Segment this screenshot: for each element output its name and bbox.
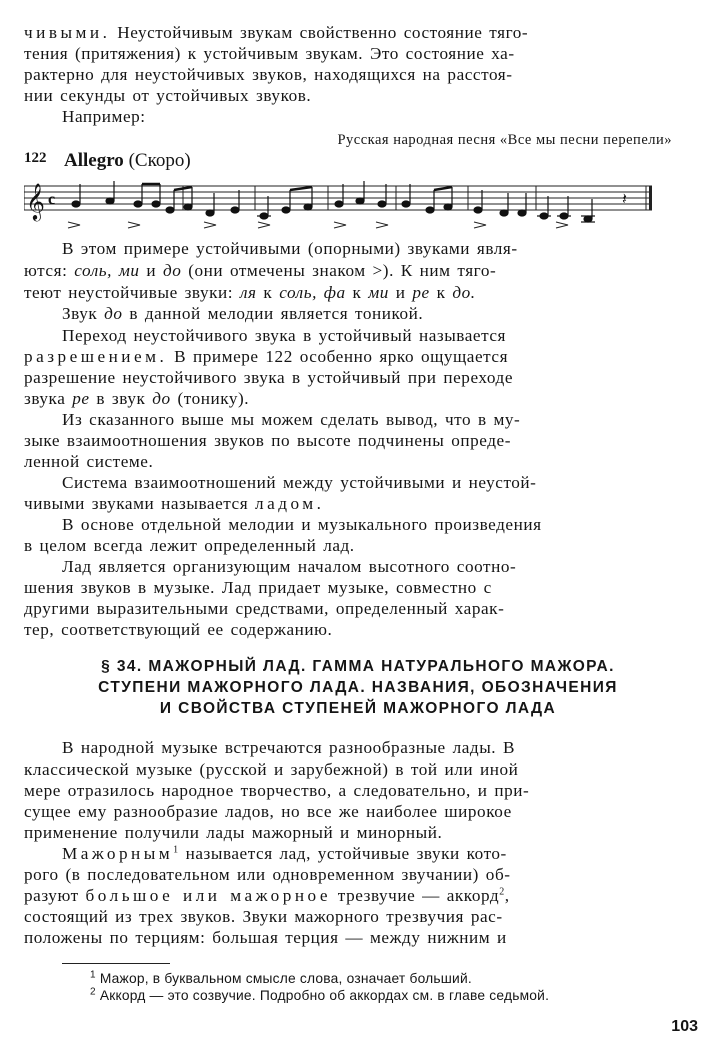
section-heading: И СВОЙСТВА СТУПЕНЕЙ МАЖОРНОГО ЛАДА bbox=[159, 700, 557, 717]
text-line: Из сказанного выше мы можем сделать вывод, что в му- bbox=[62, 410, 521, 429]
text-line: В народной музыке встречаются разнообразные лады. В bbox=[62, 738, 515, 757]
footnote-ref: 1 bbox=[173, 844, 179, 856]
footnote-divider bbox=[62, 963, 170, 964]
music-staff bbox=[24, 172, 664, 230]
text-line: Мажорным$^1$ называется лад, устойчивые звуки кото- bbox=[62, 844, 507, 863]
svg-text:𝄞: 𝄞 bbox=[26, 182, 45, 220]
example-intro: Например: bbox=[62, 107, 146, 126]
text-line: тения (притяжения) к устойчивым звукам. Это состояние ха- bbox=[24, 44, 515, 63]
text-line: применение получили лады мажорный и минорный. bbox=[24, 823, 443, 842]
text-line: чивыми звуками называется ладом. bbox=[24, 494, 325, 513]
text-line: разуют большое или мажорное трезвучие — аккорд$^2$, bbox=[24, 886, 510, 905]
tempo-marking: Allegro (Скоро) bbox=[64, 150, 191, 171]
svg-text:𝄽: 𝄽 bbox=[622, 189, 627, 208]
text-line: тер, соответствующий ее содержанию. bbox=[24, 620, 333, 639]
text-line: рого (в последовательном или одновременном звучании) об- bbox=[24, 865, 511, 884]
svg-text:c: c bbox=[48, 191, 56, 208]
section-heading: § 34. МАЖОРНЫЙ ЛАД. ГАММА НАТУРАЛЬНОГО МАЖОРА. bbox=[101, 658, 615, 675]
text-line: Переход неустойчивого звука в устойчивый называется bbox=[62, 326, 507, 345]
text-line: мере отразилось народное творчество, а следовательно, и при- bbox=[24, 781, 530, 800]
text-line: сущее ему разнообразие ладов, но все же наиболее широкое bbox=[24, 802, 512, 821]
text-line: классической музыке (русской и зарубежной) в той или иной bbox=[24, 760, 519, 779]
text-line: другими выразительными средствами, определенный харак- bbox=[24, 599, 505, 618]
text-line: положены по терциям: большая терция — между нижним и bbox=[24, 928, 507, 947]
text-line: В основе отдельной мелодии и музыкального произведения bbox=[62, 515, 542, 534]
text-line: Звук до в данной мелодии является тоникой. bbox=[62, 304, 424, 323]
example-number: 122 bbox=[24, 150, 47, 166]
footnote-ref: 2 bbox=[499, 886, 505, 898]
text-line: Система взаимоотношений между устойчивыми и неустой- bbox=[62, 473, 537, 492]
section-heading: СТУПЕНИ МАЖОРНОГО ЛАДА. НАЗВАНИЯ, ОБОЗНАЧЕНИЯ bbox=[98, 679, 618, 696]
text-line: разрешением. В примере 122 особенно ярко ощущается bbox=[24, 347, 509, 366]
text-line: разрешение неустойчивого звука в устойчивый при переходе bbox=[24, 368, 514, 387]
text-line: ленной системе. bbox=[24, 452, 154, 471]
text-line: рактерно для неустойчивых звуков, находящихся на расстоя- bbox=[24, 65, 513, 84]
footnote: $^1$ Мажор, в буквальном смысле слова, означает больший. bbox=[90, 969, 472, 986]
page-number: 103 bbox=[671, 1018, 698, 1035]
text-line: чивыми. Неустойчивым звукам свойственно состояние тяго- bbox=[24, 23, 529, 42]
text-line: в целом всегда лежит определенный лад. bbox=[24, 536, 355, 555]
text-line: зыке взаимоотношения звуков по высоте подчинены опреде- bbox=[24, 431, 511, 450]
text-line: нии секунды от устойчивых звуков. bbox=[24, 86, 312, 105]
footnote: $^2$ Аккорд — это созвучие. Подробно об аккордах см. в главе седьмой. bbox=[90, 986, 550, 1003]
text-line: состоящий из трех звуков. Звуки мажорного трезвучия рас- bbox=[24, 907, 503, 926]
text-line: шения звуков в музыке. Лад придает музыке, совместно с bbox=[24, 578, 492, 597]
text-line: ются: соль, ми и до (они отмечены знаком >). К ним тяго- bbox=[24, 261, 497, 280]
text-line: теют неустойчивые звуки: ля к соль, фа к ми и ре к до. bbox=[24, 283, 476, 302]
text-line: Лад является организующим началом высотного соотно- bbox=[62, 557, 517, 576]
example-attribution: Русская народная песня «Все мы песни перепели» bbox=[337, 132, 672, 148]
text-line: В этом примере устойчивыми (опорными) звуками явля- bbox=[62, 239, 518, 258]
text-line: звука ре в звук до (тонику). bbox=[24, 389, 250, 408]
